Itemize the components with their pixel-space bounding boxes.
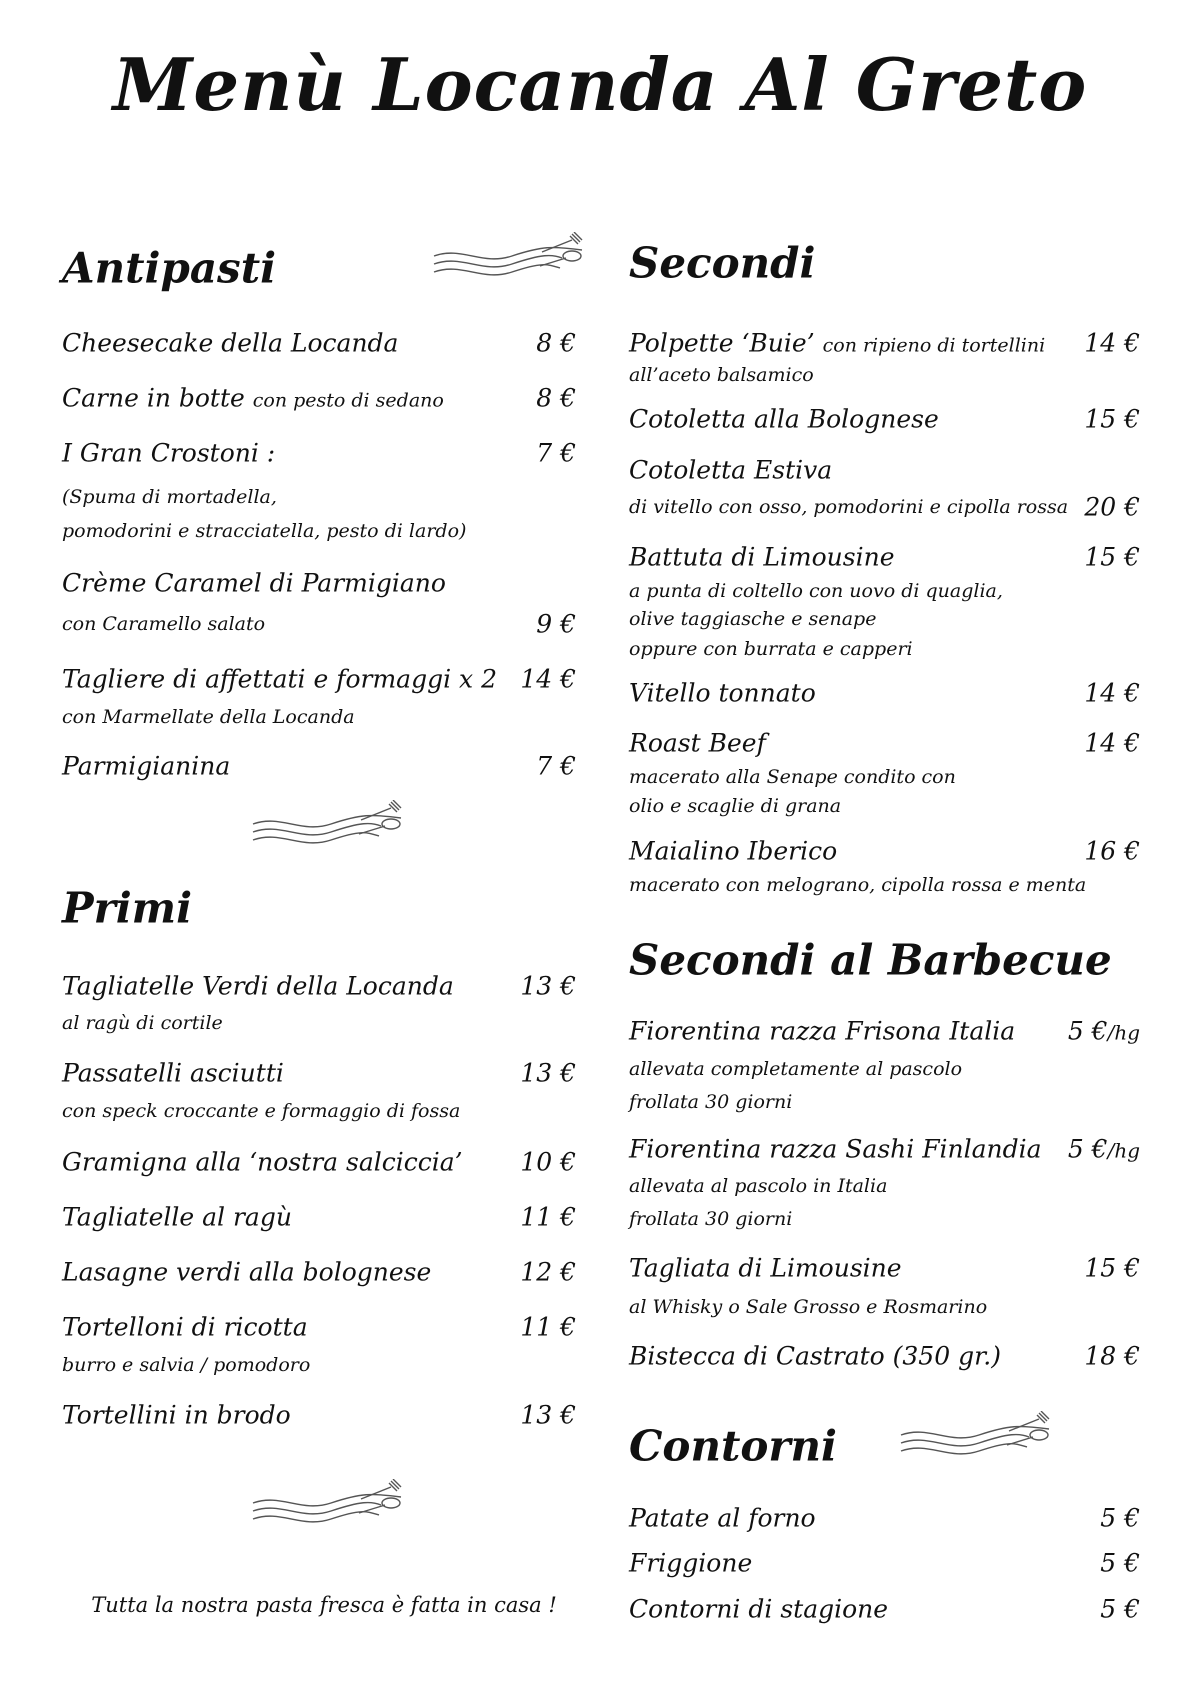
price-value: 15 € — [1084, 542, 1140, 572]
menu-item-price — [1084, 1342, 1140, 1371]
menu-item-price — [1068, 1017, 1140, 1046]
menu-item-description: frollata 30 giorni — [629, 1091, 793, 1113]
menu-item-description: macerato alla Senape condito con — [629, 766, 956, 788]
price-value: 13 € — [520, 1058, 576, 1088]
price-value: 5 € — [1067, 1134, 1108, 1164]
menu-item-name — [629, 837, 837, 866]
menu-item-description: di vitello con osso, pomodorini e cipolla rossa — [629, 496, 1069, 518]
item-name-text: Battuta di Limousine — [629, 542, 895, 572]
menu-item-description: (Spuma di mortadella, — [62, 486, 277, 508]
menu-item-description: oppure con burrata e capperi — [629, 638, 913, 660]
menu-item-name — [62, 665, 497, 694]
item-name-text: Tagliatelle Verdi della Locanda — [62, 971, 454, 1001]
item-name-text: Cotoletta Estiva — [629, 455, 833, 485]
price-value: 5 € — [1067, 1016, 1108, 1046]
item-name-text: Tagliata di Limousine — [629, 1253, 902, 1283]
price-unit: /hg — [1107, 1020, 1140, 1045]
item-name-text: Lasagne verdi alla bolognese — [62, 1257, 432, 1287]
price-value: 5 € — [1100, 1594, 1140, 1624]
section-title: Secondi — [629, 238, 816, 288]
fork-wave-icon — [432, 232, 584, 292]
menu-item-price — [1084, 1254, 1140, 1283]
menu-item-description: a punta di coltello con uovo di quaglia, — [629, 580, 1003, 602]
menu-item-price — [1100, 1549, 1140, 1578]
menu-item-price — [536, 384, 576, 413]
menu-item-description: al ragù di cortile — [62, 1012, 223, 1034]
item-name-text: Passatelli asciutti — [62, 1058, 284, 1088]
section-title: Antipasti — [62, 243, 277, 293]
menu-item-price — [520, 1059, 576, 1088]
price-value: 16 € — [1084, 836, 1140, 866]
menu-item-name — [629, 1342, 1001, 1371]
price-value: 5 € — [1100, 1503, 1140, 1533]
menu-item-description: macerato con melograno, cipolla rossa e menta — [629, 874, 1087, 896]
item-name-text: Patate al forno — [629, 1503, 816, 1533]
menu-item-price — [1084, 543, 1140, 572]
menu-item-name — [629, 1135, 1042, 1164]
item-name-text: Cotoletta alla Bolognese — [629, 404, 939, 434]
menu-item-name — [629, 1595, 888, 1624]
menu-item-name — [62, 1401, 291, 1430]
item-note: con ripieno di tortellini — [822, 334, 1046, 357]
menu-item-name — [62, 439, 275, 468]
price-value: 15 € — [1084, 404, 1140, 434]
item-name-text: Tortellini in brodo — [62, 1400, 291, 1430]
menu-item-price — [520, 1148, 576, 1177]
menu-item-description: pomodorini e stracciatella, pesto di lardo) — [62, 520, 467, 542]
menu-item-description: al Whisky o Sale Grosso e Rosmarino — [629, 1296, 988, 1318]
price-value: 7 € — [536, 751, 576, 781]
price-value: 18 € — [1084, 1341, 1140, 1371]
menu-item-price — [1084, 405, 1140, 434]
item-name-text: Tagliere di affettati e formaggi x 2 — [62, 664, 497, 694]
menu-item-price — [1084, 679, 1140, 708]
menu-item-price — [536, 329, 576, 358]
item-name-text: Fiorentina razza Sashi Finlandia — [629, 1134, 1042, 1164]
menu-item-price — [1068, 1135, 1140, 1164]
price-value: 8 € — [536, 383, 576, 413]
item-note: con pesto di sedano — [252, 389, 444, 412]
price-value: 13 € — [520, 1400, 576, 1430]
menu-item-description: all’aceto balsamico — [629, 364, 814, 386]
menu-item-price — [520, 665, 576, 694]
menu-item-name — [62, 1313, 308, 1342]
section-title: Primi — [62, 883, 193, 933]
menu-item-name — [629, 405, 939, 434]
item-name-text: Carne in botte — [62, 383, 245, 413]
menu-item-price — [520, 1203, 576, 1232]
price-value: 13 € — [520, 971, 576, 1001]
menu-item-price — [1100, 1595, 1140, 1624]
fork-wave-icon — [251, 800, 403, 860]
price-value: 9 € — [536, 609, 576, 639]
item-name-text: Tortelloni di ricotta — [62, 1312, 308, 1342]
menu-item-name — [62, 972, 454, 1001]
menu-item-price — [1084, 729, 1140, 758]
item-name-text: Tagliatelle al ragù — [62, 1202, 292, 1232]
fork-wave-icon — [899, 1411, 1051, 1471]
item-name-text: Parmigianina — [62, 751, 231, 781]
section-title: Contorni — [629, 1421, 838, 1471]
fork-wave-icon — [251, 1479, 403, 1539]
item-name-text: Roast Beef — [629, 728, 766, 758]
item-name-text: Maialino Iberico — [629, 836, 838, 866]
section-title: Secondi al Barbecue — [629, 935, 1112, 985]
menu-item-price — [1084, 837, 1140, 866]
footer-note: Tutta la nostra pasta fresca è fatta in casa ! — [91, 1593, 557, 1617]
menu-item-description: olio e scaglie di grana — [629, 795, 842, 817]
menu-item-description: allevata completamente al pascolo — [629, 1058, 963, 1080]
menu-item-name — [62, 329, 398, 358]
menu-item-name — [629, 679, 816, 708]
menu-item-name — [629, 543, 895, 572]
price-value: 14 € — [1084, 678, 1140, 708]
price-value: 12 € — [520, 1257, 576, 1287]
menu-title: Menù Locanda Al Greto — [112, 42, 1088, 127]
price-value: 5 € — [1100, 1548, 1140, 1578]
menu-item-description: allevata al pascolo in Italia — [629, 1175, 888, 1197]
item-name-text: Crème Caramel di Parmigiano — [62, 568, 446, 598]
menu-item-description: con Caramello salato — [62, 613, 266, 635]
menu-item-name — [629, 1504, 816, 1533]
price-value: 11 € — [520, 1202, 576, 1232]
price-value: 15 € — [1084, 1253, 1140, 1283]
price-value: 11 € — [520, 1312, 576, 1342]
price-unit: /hg — [1107, 1138, 1140, 1163]
menu-item-price — [520, 972, 576, 1001]
menu-item-name — [629, 329, 1045, 358]
menu-item-name — [62, 1148, 463, 1177]
menu-item-price — [1084, 493, 1140, 522]
menu-item-name — [62, 1059, 284, 1088]
menu-item-description: olive taggiasche e senape — [629, 608, 877, 630]
menu-item-description: frollata 30 giorni — [629, 1208, 793, 1230]
price-value: 10 € — [520, 1147, 576, 1177]
menu-item-name — [629, 1254, 902, 1283]
price-value: 20 € — [1084, 492, 1140, 522]
menu-item-name — [629, 456, 832, 485]
menu-item-name — [629, 1017, 1015, 1046]
item-name-text: Gramigna alla ‘nostra salciccia’ — [62, 1147, 463, 1177]
item-name-text: Polpette ‘Buie’ — [629, 328, 815, 358]
price-value: 7 € — [536, 438, 576, 468]
menu-item-name — [629, 1549, 752, 1578]
item-name-text: Friggione — [629, 1548, 753, 1578]
menu-item-price — [1084, 329, 1140, 358]
price-value: 14 € — [1084, 328, 1140, 358]
item-name-text: Cheesecake della Locanda — [62, 328, 399, 358]
menu-item-description: con Marmellate della Locanda — [62, 706, 355, 728]
price-value: 14 € — [520, 664, 576, 694]
menu-item-name — [62, 1258, 431, 1287]
menu-item-description: con speck croccante e formaggio di fossa — [62, 1100, 461, 1122]
item-name-text: I Gran Crostoni : — [62, 438, 276, 468]
menu-item-price — [536, 610, 576, 639]
price-value: 14 € — [1084, 728, 1140, 758]
menu-item-price — [520, 1401, 576, 1430]
item-name-text: Bistecca di Castrato (350 gr.) — [629, 1341, 1001, 1371]
menu-item-name — [62, 384, 444, 413]
item-name-text: Fiorentina razza Frisona Italia — [629, 1016, 1016, 1046]
menu-item-price — [520, 1313, 576, 1342]
menu-item-name — [62, 1203, 292, 1232]
menu-item-name — [62, 569, 446, 598]
menu-item-name — [62, 752, 230, 781]
menu-item-price — [520, 1258, 576, 1287]
menu-item-name — [629, 729, 766, 758]
item-name-text: Vitello tonnato — [629, 678, 816, 708]
menu-item-description: burro e salvia / pomodoro — [62, 1354, 311, 1376]
menu-item-price — [1100, 1504, 1140, 1533]
menu-item-price — [536, 752, 576, 781]
price-value: 8 € — [536, 328, 576, 358]
item-name-text: Contorni di stagione — [629, 1594, 889, 1624]
menu-item-price — [536, 439, 576, 468]
